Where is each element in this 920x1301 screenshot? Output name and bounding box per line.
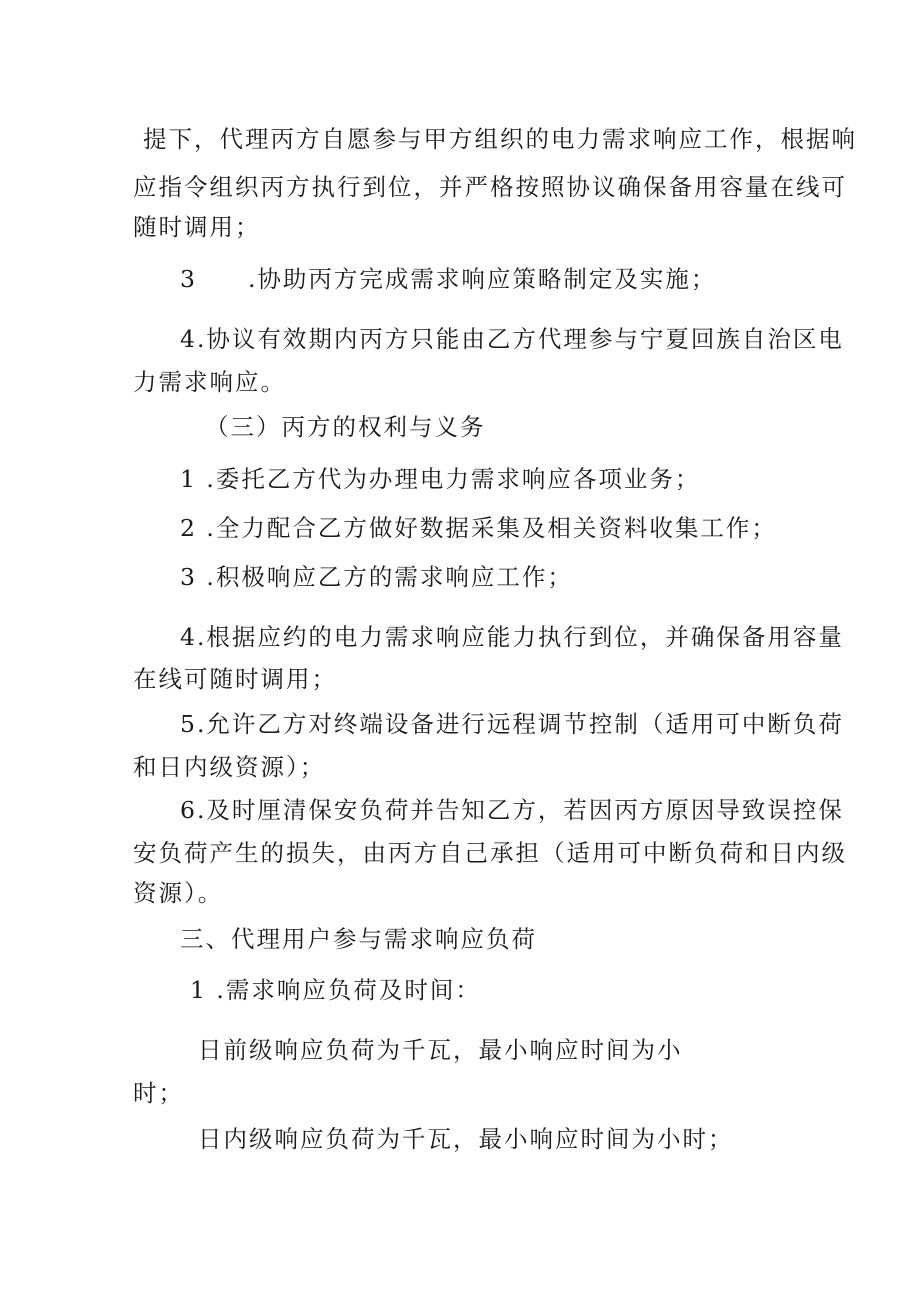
text-line-9: 2 .全力配合乙方做好数据采集及相关资料收集工作；: [180, 514, 777, 542]
section-heading-3: （三）丙方的权利与义务: [205, 413, 486, 441]
text-line-15: 6.及时厘清保安负荷并告知乙方，若因丙方原因导致误控保: [180, 796, 844, 824]
text-line-3: 随时调用；: [133, 213, 261, 241]
text-line-12: 在线可随时调用；: [133, 665, 337, 693]
text-line-20: 日前级响应负荷为千瓦，最小响应时间为小: [198, 1036, 683, 1064]
text-line-21: 时；: [133, 1079, 184, 1107]
text-line-16: 安负荷产生的损失，由丙方自己承担（适用可中断负荷和日内级: [133, 839, 847, 867]
text-line-4: 3 .协助丙方完成需求响应策略制定及实施；: [180, 265, 717, 293]
text-line-11: 4.根据应约的电力需求响应能力执行到位，并确保备用容量: [180, 623, 844, 651]
text-line-13: 5.允许乙方对终端设备进行远程调节控制（适用可中断负荷: [180, 710, 844, 738]
text-line-6: 力需求响应。: [133, 368, 286, 396]
text-line-22: 日内级响应负荷为千瓦，最小响应时间为小时；: [198, 1125, 734, 1153]
section-heading-三: 三、代理用户参与需求响应负荷: [180, 925, 537, 953]
text-line-5: 4.协议有效期内丙方只能由乙方代理参与宁夏回族自治区电: [180, 325, 844, 353]
text-line-19: 1 .需求响应负荷及时间：: [190, 976, 481, 1004]
text-line-2: 应指令组织丙方执行到位，并严格按照协议确保备用容量在线可: [133, 173, 847, 201]
text-line-14: 和日内级资源）；: [133, 753, 326, 781]
text-line-17: 资源）。: [133, 879, 224, 907]
text-line-10: 3 .积极响应乙方的需求响应工作；: [180, 563, 573, 591]
text-line-1: 提下，代理丙方自愿参与甲方组织的电力需求响应工作，根据响: [143, 125, 857, 153]
text-line-8: 1 .委托乙方代为办理电力需求响应各项业务；: [180, 465, 701, 493]
